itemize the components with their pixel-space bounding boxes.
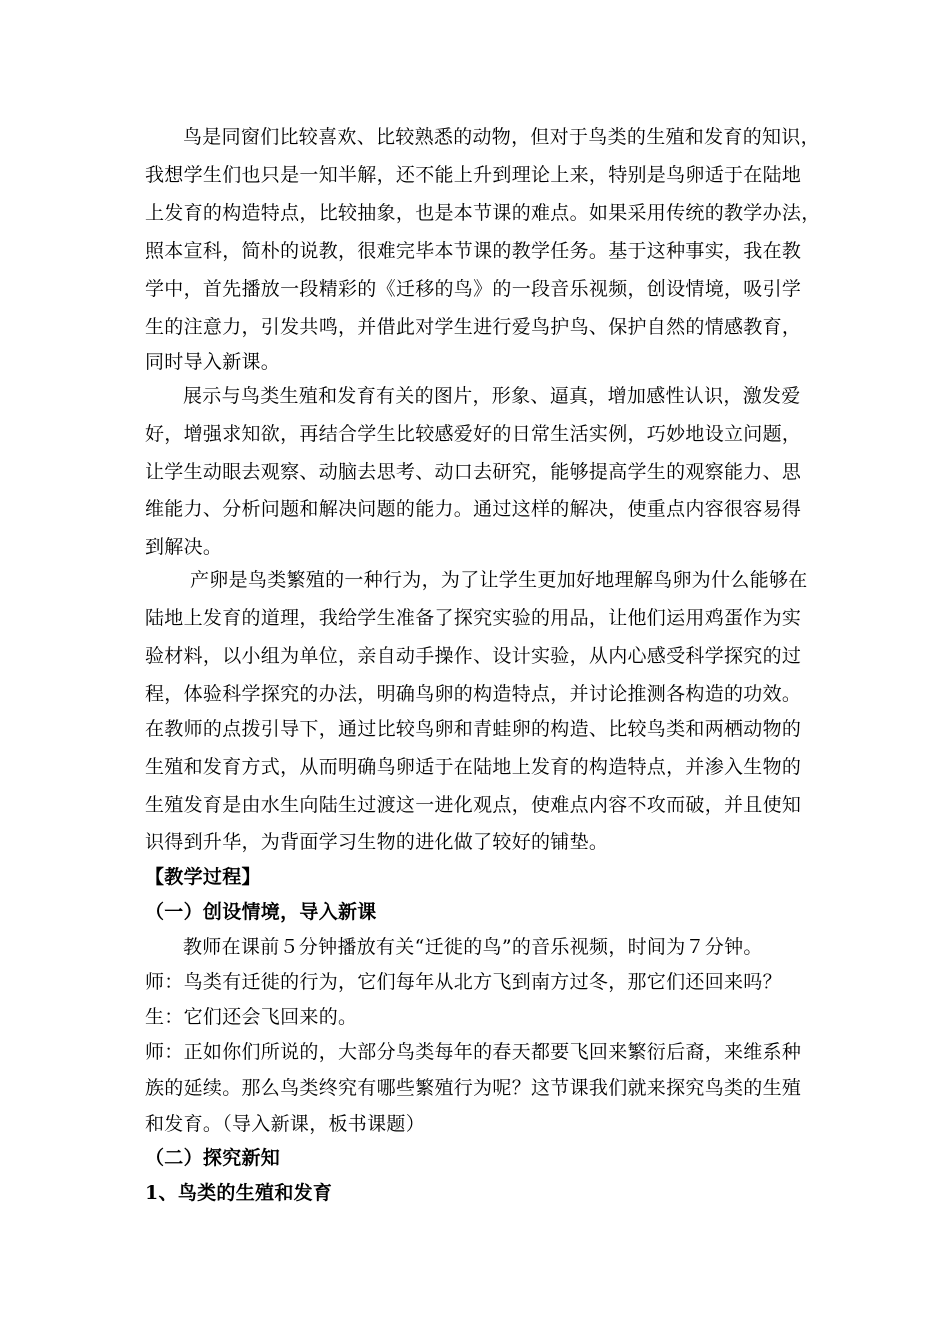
paragraph-3-line-5: 在教师的点拨引导下，通过比较鸟卵和青蛙卵的构造、比较鸟类和两栖动物的 xyxy=(145,718,802,740)
paragraph-2-line-5: 到解决。 xyxy=(145,536,223,558)
paragraph-2-line-1: 展示与鸟类生殖和发育有关的图片，形象、逼真，增加感性认识，激发爱 xyxy=(183,385,801,407)
paragraph-1-line-6: 生的注意力，引发共鸣，并借此对学生进行爱鸟护鸟、保护自然的情感教育， xyxy=(145,316,802,338)
section-title: 【教学过程】 xyxy=(145,866,261,888)
dialogue-line-2: 生：它们还会飞回来的。 xyxy=(145,1006,358,1028)
paragraph-3-line-8: 识得到升华，为背面学习生物的进化做了较好的铺垫。 xyxy=(145,831,609,853)
paragraph-2-line-3: 让学生动眼去观察、动脑去思考、动口去研究，能够提高学生的观察能力、思 xyxy=(145,461,802,483)
paragraph-1-line-5: 学中，首先播放一段精彩的《迁移的鸟》的一段音乐视频，创设情境，吸引学 xyxy=(145,278,802,300)
subsection-1-heading: （一）创设情境，导入新课 xyxy=(145,901,377,923)
dialogue-line-4: 族的延续。那么鸟类终究有哪些繁殖行为呢？这节课我们就来探究鸟类的生殖 xyxy=(145,1077,802,1099)
paragraph-3-line-6: 生殖和发育方式，从而明确鸟卵适于在陆地上发育的构造特点，并渗入生物的 xyxy=(145,756,802,778)
paragraph-3-line-7: 生殖发育是由水生向陆生过渡这一进化观点，使难点内容不攻而破，并且使知 xyxy=(145,794,802,816)
paragraph-3-line-2: 陆地上发育的道理，我给学生准备了探究实验的用品，让他们运用鸡蛋作为实 xyxy=(145,607,802,629)
intro-line: 教师在课前５分钟播放有关“迁徙的鸟”的音乐视频，时间为７分钟。 xyxy=(183,936,763,958)
paragraph-3-line-4: 程，体验科学探究的办法，明确鸟卵的构造特点，并讨论推测各构造的功效。 xyxy=(145,683,802,705)
dialogue-line-1: 师：鸟类有迁徙的行为，它们每年从北方飞到南方过冬，那它们还回来吗？ xyxy=(145,971,782,993)
dialogue-line-3: 师：正如你们所说的，大部分鸟类每年的春天都要飞回来繁衍后裔，来维系种 xyxy=(145,1041,802,1063)
paragraph-1-line-2: 我想学生们也只是一知半解，还不能上升到理论上来，特别是鸟卵适于在陆地 xyxy=(145,164,802,186)
subsection-3-heading: 1、鸟类的生殖和发育 xyxy=(145,1182,333,1204)
paragraph-1-line-7: 同时导入新课。 xyxy=(145,351,281,373)
paragraph-3-line-3: 验材料，以小组为单位，亲自动手操作、设计实验，从内心感受科学探究的过 xyxy=(145,645,802,667)
paragraph-1-line-3: 上发育的构造特点，比较抽象，也是本节课的难点。如果采用传统的教学办法， xyxy=(145,202,821,224)
subsection-2-heading: （二）探究新知 xyxy=(145,1147,281,1169)
dialogue-line-5: 和发育。（导入新课，板书课题） xyxy=(145,1113,426,1135)
paragraph-1-line-4: 照本宣科，简朴的说教，很难完毕本节课的教学任务。基于这种事实，我在教 xyxy=(145,240,802,262)
paragraph-2-line-2: 好，增强求知欲，再结合学生比较感爱好的日常生活实例，巧妙地设立问题， xyxy=(145,423,802,445)
paragraph-1-line-1: 鸟是同窗们比较喜欢、比较熟悉的动物，但对于鸟类的生殖和发育的知识， xyxy=(183,126,820,148)
paragraph-2-line-4: 维能力、分析问题和解决问题的能力。通过这样的解决，使重点内容很容易得 xyxy=(145,498,802,520)
paragraph-3-line-1: 产卵是鸟类繁殖的一种行为，为了让学生更加好地理解鸟卵为什么能够在 xyxy=(190,569,808,591)
